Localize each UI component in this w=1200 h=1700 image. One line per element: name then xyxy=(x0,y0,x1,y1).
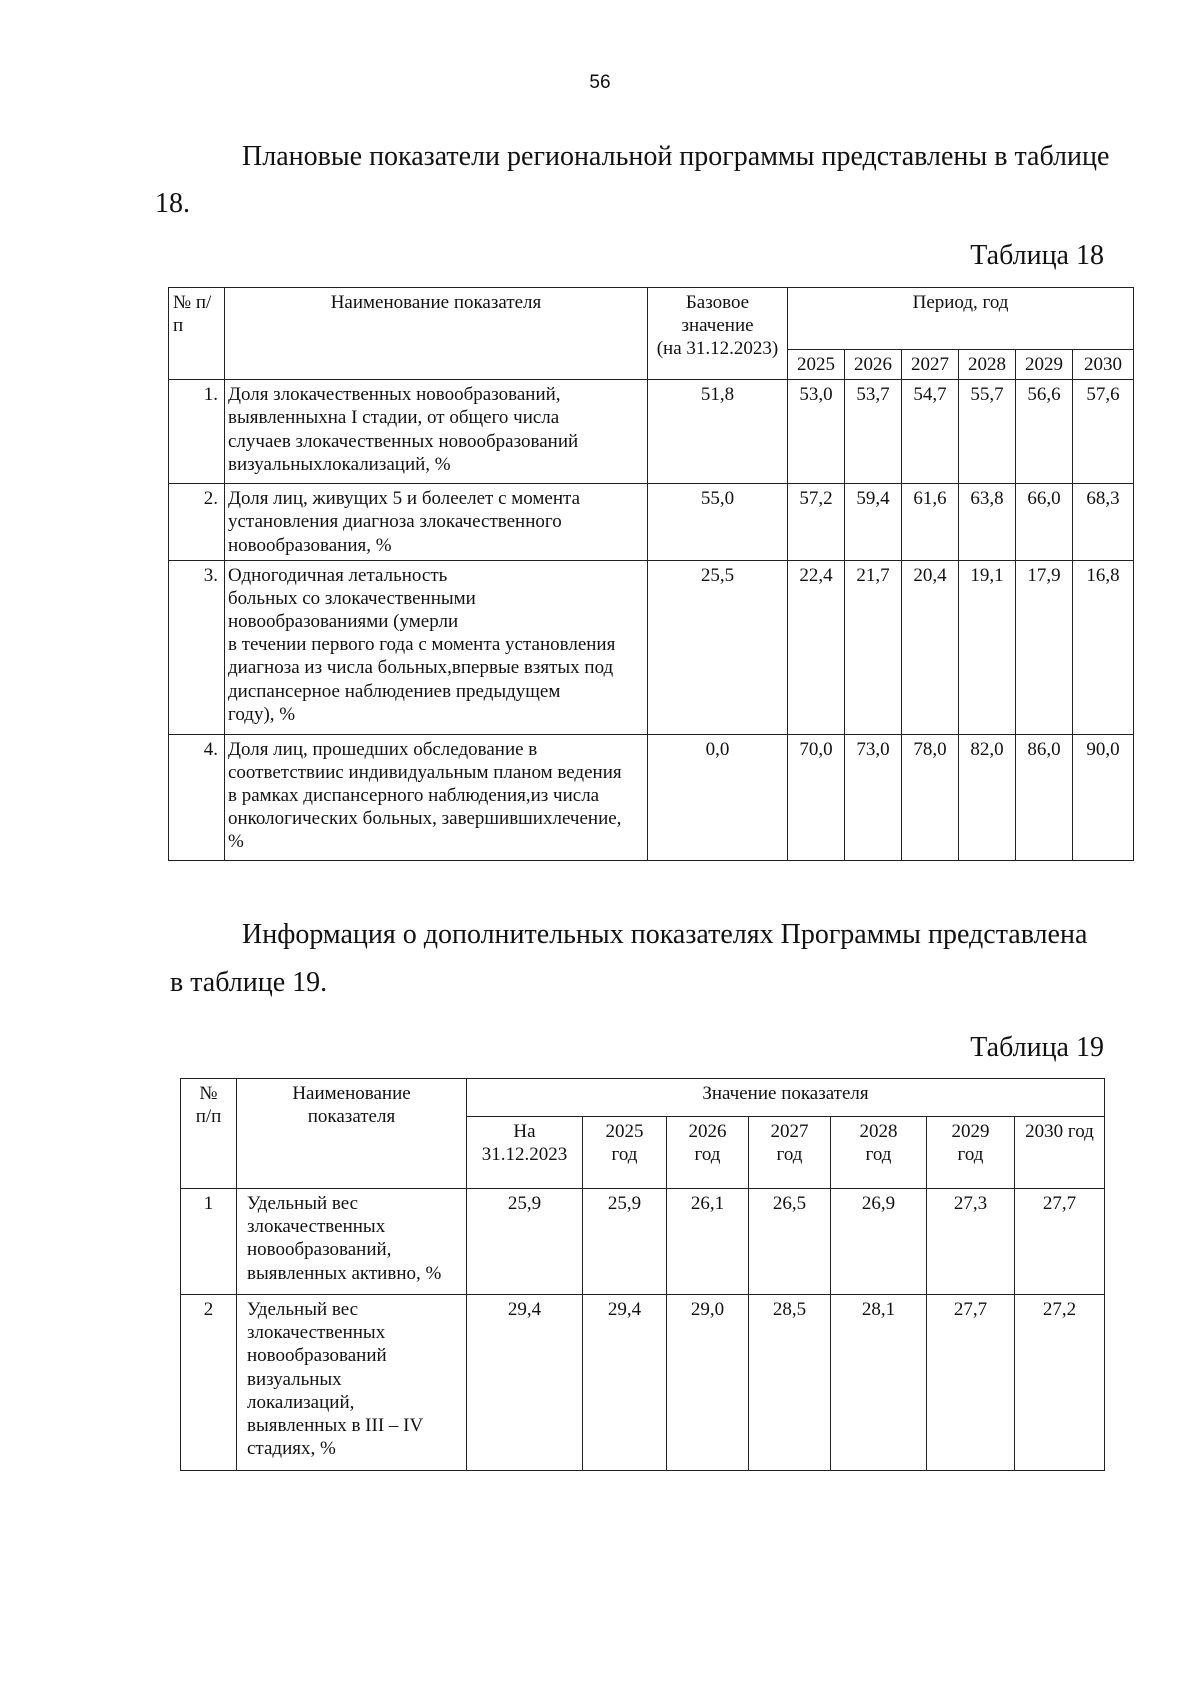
t18-header-base-l1: Базовое xyxy=(685,292,750,313)
col-line: 31.12.2023 xyxy=(481,1144,568,1166)
table19-caption: Таблица 19 xyxy=(970,1032,1104,1063)
t19-col-base xyxy=(467,1117,583,1189)
t18-r3-num: 3. xyxy=(169,560,225,734)
t18-year-2029: 2029 xyxy=(1016,350,1073,380)
name-line: новообразований xyxy=(247,1345,387,1367)
t19-r2-v2028: 28,1 xyxy=(831,1295,927,1471)
table-row xyxy=(181,1189,1105,1295)
t18-r1-v2026: 53,7 xyxy=(845,380,902,484)
t18-r4-base: 0,0 xyxy=(648,734,788,860)
name-line: в рамках диспансерного наблюдения,из числа xyxy=(228,785,600,807)
name-line: в течении первого года с момента установления xyxy=(228,634,616,656)
t18-r1-num: 1. xyxy=(169,380,225,484)
t19-r2-v2029: 27,7 xyxy=(927,1295,1015,1471)
col-line: На xyxy=(513,1121,536,1142)
name-line: визуальных xyxy=(247,1368,342,1390)
t18-year-2025: 2025 xyxy=(788,350,845,380)
name-line: Одногодичная летальность xyxy=(228,564,448,586)
name-line: Доля лиц, прошедших обследование в xyxy=(228,738,538,760)
t19-r1-v2028: 26,9 xyxy=(831,1189,927,1295)
t18-r1-v2027: 54,7 xyxy=(902,380,959,484)
t18-r1-base: 51,8 xyxy=(648,380,788,484)
name-line: злокачественных xyxy=(247,1216,386,1238)
name-line: Доля злокачественных новообразований, xyxy=(228,384,561,406)
info-paragraph-line2: в таблице 19. xyxy=(170,967,328,998)
t18-year-2030: 2030 xyxy=(1073,350,1134,380)
name-line: диагноза из числа больных,впервые взятых под xyxy=(228,657,614,679)
col-line: год xyxy=(694,1144,721,1166)
t19-r1-v2027: 26,5 xyxy=(749,1189,831,1295)
t19-header-value: Значение показателя xyxy=(467,1079,1105,1117)
t18-r2-v2028: 63,8 xyxy=(959,484,1016,561)
name-line: выявленныхна I стадии, от общего числа xyxy=(228,407,560,429)
t19-col-2027 xyxy=(749,1117,831,1189)
name-line: новообразования, % xyxy=(228,534,392,556)
t18-year-2026: 2026 xyxy=(845,350,902,380)
t18-r3-v2025: 22,4 xyxy=(788,560,845,734)
t19-header-num-l2: п/п xyxy=(195,1106,222,1128)
t18-header-num: № п/п xyxy=(169,288,225,380)
col-line: год xyxy=(611,1144,638,1166)
t18-r2-name xyxy=(225,484,648,561)
t19-col-2028 xyxy=(831,1117,927,1189)
t18-r3-name xyxy=(225,560,648,734)
intro-paragraph-line2: 18. xyxy=(155,188,190,219)
t18-r3-v2026: 21,7 xyxy=(845,560,902,734)
col-line: 2028 xyxy=(859,1121,898,1142)
name-line: установления диагноза злокачественного xyxy=(228,511,562,533)
name-line: новообразованиями (умерли xyxy=(228,611,459,633)
t19-header-name xyxy=(237,1079,467,1189)
name-line: Доля лиц, живущих 5 и болеелет с момента xyxy=(228,488,581,510)
t18-r4-v2026: 73,0 xyxy=(845,734,902,860)
t18-r2-base: 55,0 xyxy=(648,484,788,561)
t19-col-2030 xyxy=(1015,1117,1105,1189)
t18-r2-v2029: 66,0 xyxy=(1016,484,1073,561)
table-row xyxy=(169,734,1134,860)
t18-r4-v2030: 90,0 xyxy=(1073,734,1134,860)
table-row xyxy=(181,1295,1105,1471)
t19-header-num xyxy=(181,1079,237,1189)
t18-header-base xyxy=(648,288,788,380)
table-row xyxy=(169,484,1134,561)
info-paragraph-line1: Информация о дополнительных показателях Программы представлена xyxy=(242,919,1088,950)
t18-r2-v2027: 61,6 xyxy=(902,484,959,561)
name-line: соответствиис индивидуальным планом ведения xyxy=(228,761,622,783)
t18-header-base-l2: значение xyxy=(681,315,754,337)
t18-r4-v2028: 82,0 xyxy=(959,734,1016,860)
t19-r1-v2030: 27,7 xyxy=(1015,1189,1105,1295)
col-line: год xyxy=(865,1144,892,1166)
t19-r2-name xyxy=(237,1295,467,1471)
t18-r1-v2029: 56,6 xyxy=(1016,380,1073,484)
col-line: 2030 год xyxy=(1025,1121,1094,1142)
col-line: 2025 xyxy=(605,1121,644,1142)
name-line: выявленных активно, % xyxy=(247,1262,442,1284)
t18-r3-v2027: 20,4 xyxy=(902,560,959,734)
name-line: злокачественных xyxy=(247,1322,386,1344)
name-line: стадиях, % xyxy=(247,1438,336,1460)
t19-header-num-l1: № xyxy=(199,1083,218,1104)
col-line: 2029 xyxy=(951,1121,990,1142)
t19-col-2025 xyxy=(583,1117,667,1189)
table-19 xyxy=(180,1078,1105,1471)
col-line: год xyxy=(776,1144,803,1166)
t19-r1-num: 1 xyxy=(181,1189,237,1295)
t19-header-name-l2: показателя xyxy=(307,1106,396,1128)
name-line: новообразований, xyxy=(247,1239,392,1261)
t18-r4-name xyxy=(225,734,648,860)
t19-r2-v2030: 27,2 xyxy=(1015,1295,1105,1471)
t18-r4-v2027: 78,0 xyxy=(902,734,959,860)
name-line: % xyxy=(228,831,244,853)
t18-r2-v2026: 59,4 xyxy=(845,484,902,561)
t18-r1-name xyxy=(225,380,648,484)
t18-r3-v2029: 17,9 xyxy=(1016,560,1073,734)
t19-col-2026 xyxy=(667,1117,749,1189)
table-row xyxy=(169,560,1134,734)
t19-r2-v2025: 29,4 xyxy=(583,1295,667,1471)
table-18 xyxy=(168,287,1134,861)
t18-r4-num: 4. xyxy=(169,734,225,860)
t18-year-2028: 2028 xyxy=(959,350,1016,380)
t18-header-name: Наименование показателя xyxy=(225,288,648,380)
t19-r2-v2027: 28,5 xyxy=(749,1295,831,1471)
name-line: случаев злокачественных новообразований xyxy=(228,430,579,452)
name-line: Удельный вес xyxy=(247,1193,359,1214)
t19-r2-vbase: 29,4 xyxy=(467,1295,583,1471)
t18-r2-v2025: 57,2 xyxy=(788,484,845,561)
t18-r1-v2030: 57,6 xyxy=(1073,380,1134,484)
t19-r1-v2025: 25,9 xyxy=(583,1189,667,1295)
t19-r1-v2029: 27,3 xyxy=(927,1189,1015,1295)
t18-r4-v2025: 70,0 xyxy=(788,734,845,860)
t19-r1-vbase: 25,9 xyxy=(467,1189,583,1295)
name-line: году), % xyxy=(228,703,296,725)
t18-r2-num: 2. xyxy=(169,484,225,561)
table-row xyxy=(169,380,1134,484)
t18-year-2027: 2027 xyxy=(902,350,959,380)
col-line: год xyxy=(957,1144,984,1166)
t18-header-base-l3: (на 31.12.2023) xyxy=(656,338,779,360)
t18-r2-v2030: 68,3 xyxy=(1073,484,1134,561)
name-line: Удельный вес xyxy=(247,1299,359,1320)
name-line: выявленных в III – IV xyxy=(247,1414,424,1436)
name-line: онкологических больных, завершившихлечение, xyxy=(228,808,622,830)
t19-r2-num: 2 xyxy=(181,1295,237,1471)
t19-r1-v2026: 26,1 xyxy=(667,1189,749,1295)
t18-header-period: Период, год xyxy=(788,288,1134,350)
t19-header-name-l1: Наименование xyxy=(292,1083,411,1104)
t18-r1-v2025: 53,0 xyxy=(788,380,845,484)
t18-r3-v2030: 16,8 xyxy=(1073,560,1134,734)
t18-r3-base: 25,5 xyxy=(648,560,788,734)
col-line: 2027 xyxy=(770,1121,809,1142)
t18-r4-v2029: 86,0 xyxy=(1016,734,1073,860)
t18-r1-v2028: 55,7 xyxy=(959,380,1016,484)
t18-r3-v2028: 19,1 xyxy=(959,560,1016,734)
name-line: визуальныхлокализаций, % xyxy=(228,453,451,475)
col-line: 2026 xyxy=(688,1121,727,1142)
t19-r2-v2026: 29,0 xyxy=(667,1295,749,1471)
intro-paragraph-line1: Плановые показатели региональной программы представлены в таблице xyxy=(242,141,1110,172)
name-line: локализаций, xyxy=(247,1391,355,1413)
page-number: 56 xyxy=(589,72,611,93)
name-line: больных со злокачественными xyxy=(228,587,476,609)
table18-caption: Таблица 18 xyxy=(970,240,1104,271)
t19-r1-name xyxy=(237,1189,467,1295)
name-line: диспансерное наблюдениев предыдущем xyxy=(228,680,561,702)
t19-col-2029 xyxy=(927,1117,1015,1189)
